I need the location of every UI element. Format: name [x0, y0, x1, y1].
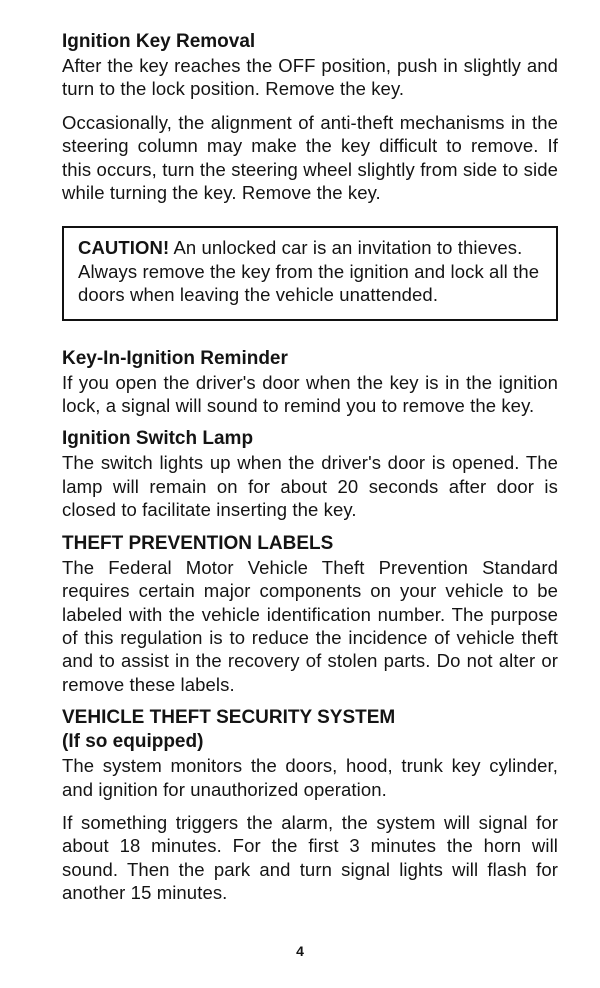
key-removal-paragraph-1: After the key reaches the OFF position, push in slightly and turn to the lock position. Remove the key. — [62, 55, 558, 100]
key-removal-paragraph-2: Occasionally, the alignment of anti-theft mechanisms in the steering column may make the key difficult to remove. If this occurs, turn the steering wheel slightly from side to side while turning the key. Remove the key. — [62, 111, 558, 204]
manual-page — [62, 30, 558, 905]
security-system-paragraph-1: The system monitors the doors, hood, trunk key cylinder, and ignition for unauthorized operation. — [62, 755, 558, 800]
security-system-paragraph-2: If something triggers the alarm, the system will signal for about 18 minutes. For the first 3 minutes the horn will sound. Then the park and turn signal lights will flash for another 15 minutes. — [62, 811, 558, 904]
caution-label: CAUTION! — [78, 237, 170, 259]
reminder-paragraph: If you open the driver's door when the key is in the ignition lock, a signal will sound to remind you to remove the key. — [62, 371, 558, 417]
caution-box — [62, 226, 558, 320]
security-system-heading: VEHICLE THEFT SECURITY SYSTEM — [62, 707, 396, 729]
key-removal-heading: Ignition Key Removal — [62, 31, 256, 52]
theft-labels-paragraph: The Federal Motor Vehicle Theft Prevention Standard requires certain major components on your vehicle to be labeled with the vehicle identification number. The purpose of this regulation is to reduce the incidence of vehicle theft and to assist in the recovery of stolen parts. Do not alter or remove these labels. — [62, 556, 558, 695]
theft-labels-heading: THEFT PREVENTION LABELS — [62, 532, 334, 554]
reminder-heading: Key-In-Ignition Reminder — [62, 347, 288, 369]
security-system-subheading: (If so equipped) — [62, 731, 204, 753]
caution-text — [78, 236, 544, 306]
page-number: 4 — [296, 943, 304, 959]
switch-lamp-heading: Ignition Switch Lamp — [62, 428, 254, 450]
caution-body: An unlocked car is an invitation to thieves. Always remove the key from the ignition and lock all the doors when leaving the vehicle unattended. — [78, 237, 540, 306]
switch-lamp-paragraph: The switch lights up when the driver's door is opened. The lamp will remain on for about 20 seconds after door is closed to facilitate inserting the key. — [62, 452, 558, 521]
